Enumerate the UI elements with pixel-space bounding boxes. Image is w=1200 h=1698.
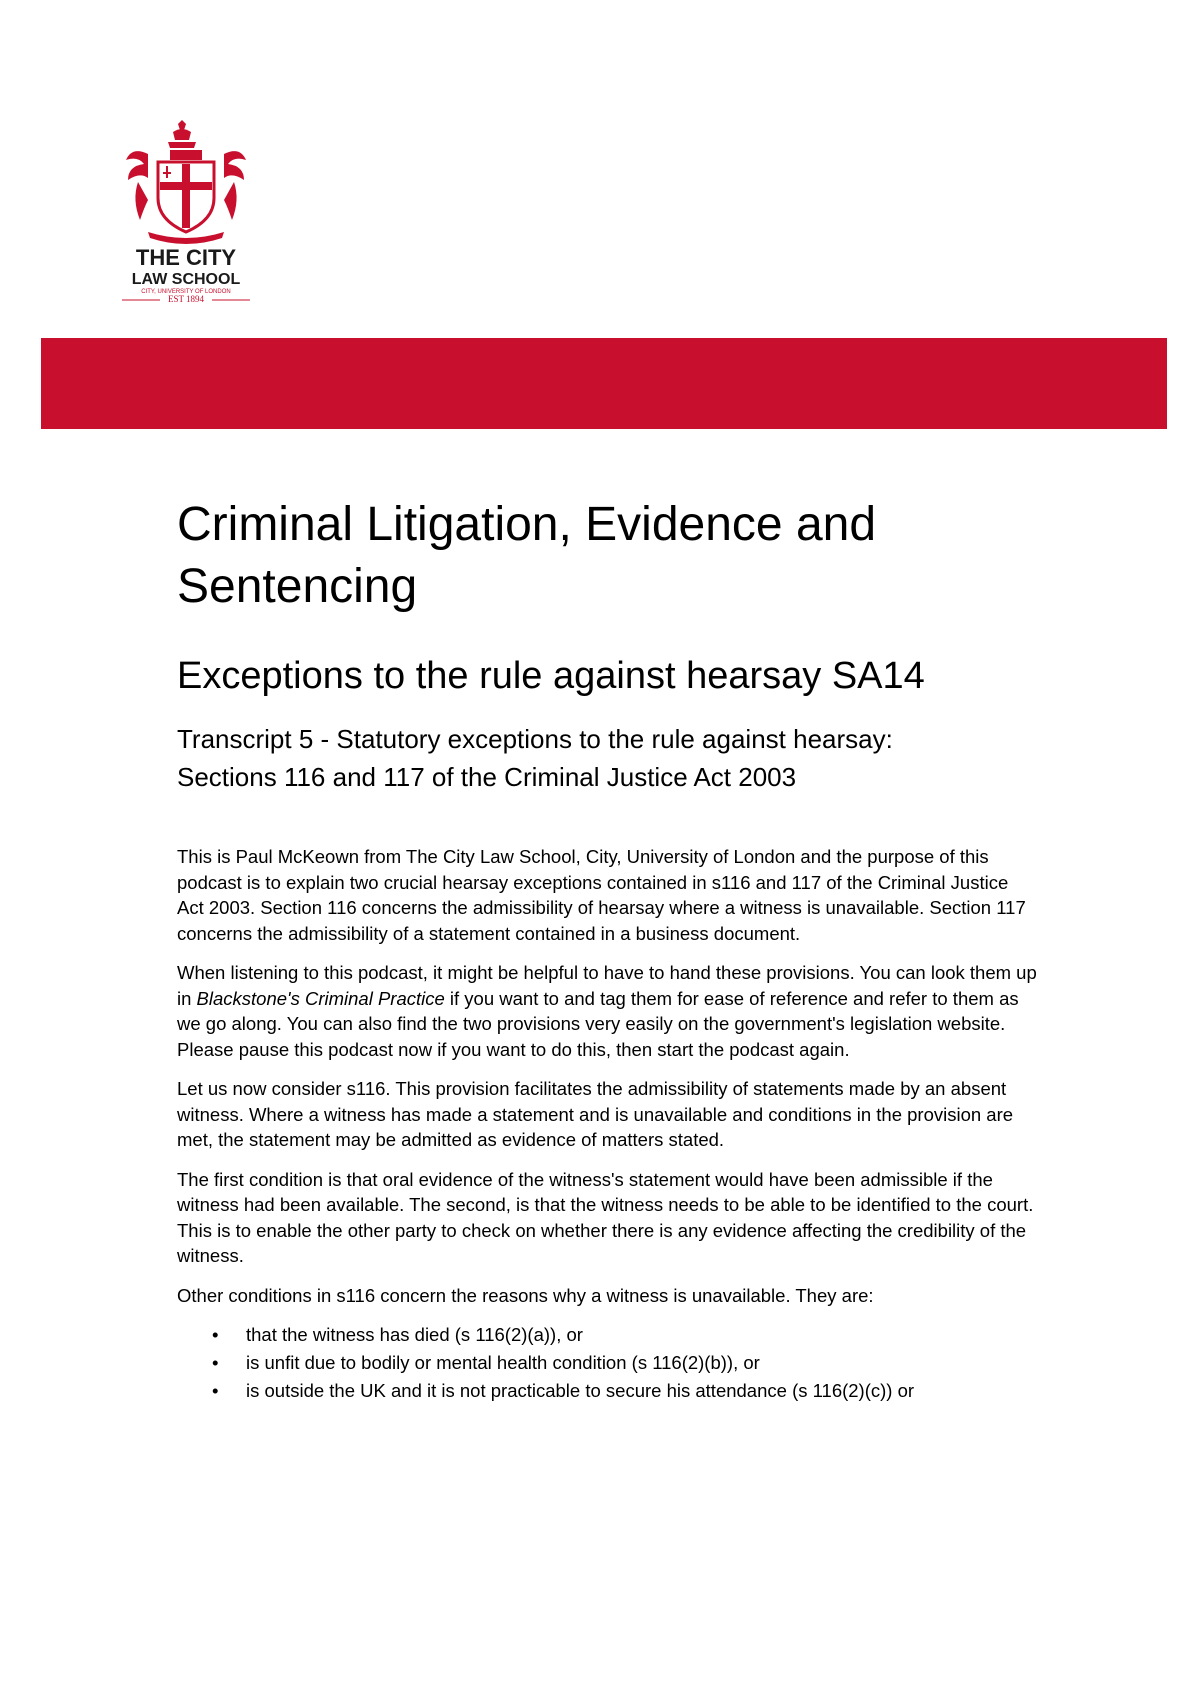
transcript-body [177, 844, 1037, 1404]
list-item [212, 1350, 1037, 1376]
list-item-text: that the witness has died (s 116(2)(a)), or [246, 1324, 583, 1345]
paragraph-2 [177, 960, 1037, 1062]
document-content [177, 494, 1037, 1406]
unavailability-reasons-list [177, 1322, 1037, 1404]
logo-text-line2: LAW SCHOOL [131, 271, 241, 288]
transcript-title-line1: Transcript 5 - Statutory exceptions to the rule against hearsay: [177, 724, 893, 754]
logo-text-line3: CITY, UNIVERSITY OF LONDON [141, 289, 231, 295]
list-item-text: is outside the UK and it is not practicable to secure his attendance (s 116(2)(c)) or [246, 1380, 915, 1401]
bullet-icon: • [212, 1380, 219, 1401]
coat-of-arms-icon [118, 120, 254, 304]
logo-text-line1: THE CITY [135, 245, 237, 270]
transcript-title [177, 720, 1037, 796]
city-law-school-logo [118, 120, 254, 304]
logo-text-line4: EST 1894 [167, 294, 205, 304]
paragraph-2-end: if you want to and tag them for ease of reference and refer to them as we go along. You can also find the two provisions very easily on the government's legislation website. Please pause this podcast now if you want to do this, then start the podcast again. [177, 987, 1019, 1060]
list-item [212, 1378, 1037, 1404]
list-item [212, 1322, 1037, 1348]
paragraph-4: The first condition is that oral evidence of the witness's statement would have been admissible if the witness had been available. The second, is that the witness needs to be able to be identified to the court. This is to enable the other party to check on whether there is any evidence affecting the credibility of the witness. [177, 1168, 1034, 1266]
red-banner [41, 338, 1167, 429]
paragraph-1: This is Paul McKeown from The City Law School, City, University of London and the purpose of this podcast is to explain two crucial hearsay exceptions contained in s116 and 117 of the Criminal Justice Act 2003. Section 116 concerns the admissibility of hearsay where a witness is unavailable. Section 117 concerns the admissibility of a statement contained in a business document. [177, 846, 1026, 944]
paragraph-2-start: When listening to this podcast, it might be helpful to have to hand these provisions. You can look them up in [177, 962, 1037, 1009]
list-item-text: is unfit due to bodily or mental health condition (s 116(2)(b)), or [246, 1352, 760, 1373]
bullet-icon: • [212, 1324, 219, 1345]
transcript-title-line2: Sections 116 and 117 of the Criminal Justice Act 2003 [177, 762, 797, 792]
bullet-icon: • [212, 1352, 219, 1373]
book-title-italic: Blackstone's Criminal Practice [196, 987, 445, 1009]
document-subtitle: Exceptions to the rule against hearsay SA14 [177, 655, 925, 697]
document-title: Criminal Litigation, Evidence and Sentencing [177, 498, 877, 613]
paragraph-5: Other conditions in s116 concern the reasons why a witness is unavailable. They are: [177, 1284, 874, 1306]
paragraph-3: Let us now consider s116. This provision facilitates the admissibility of statements made by an absent witness. Where a witness has made a statement and is unavailable and conditions in the provision are met, the statement may be admitted as evidence of matters stated. [177, 1078, 1014, 1150]
